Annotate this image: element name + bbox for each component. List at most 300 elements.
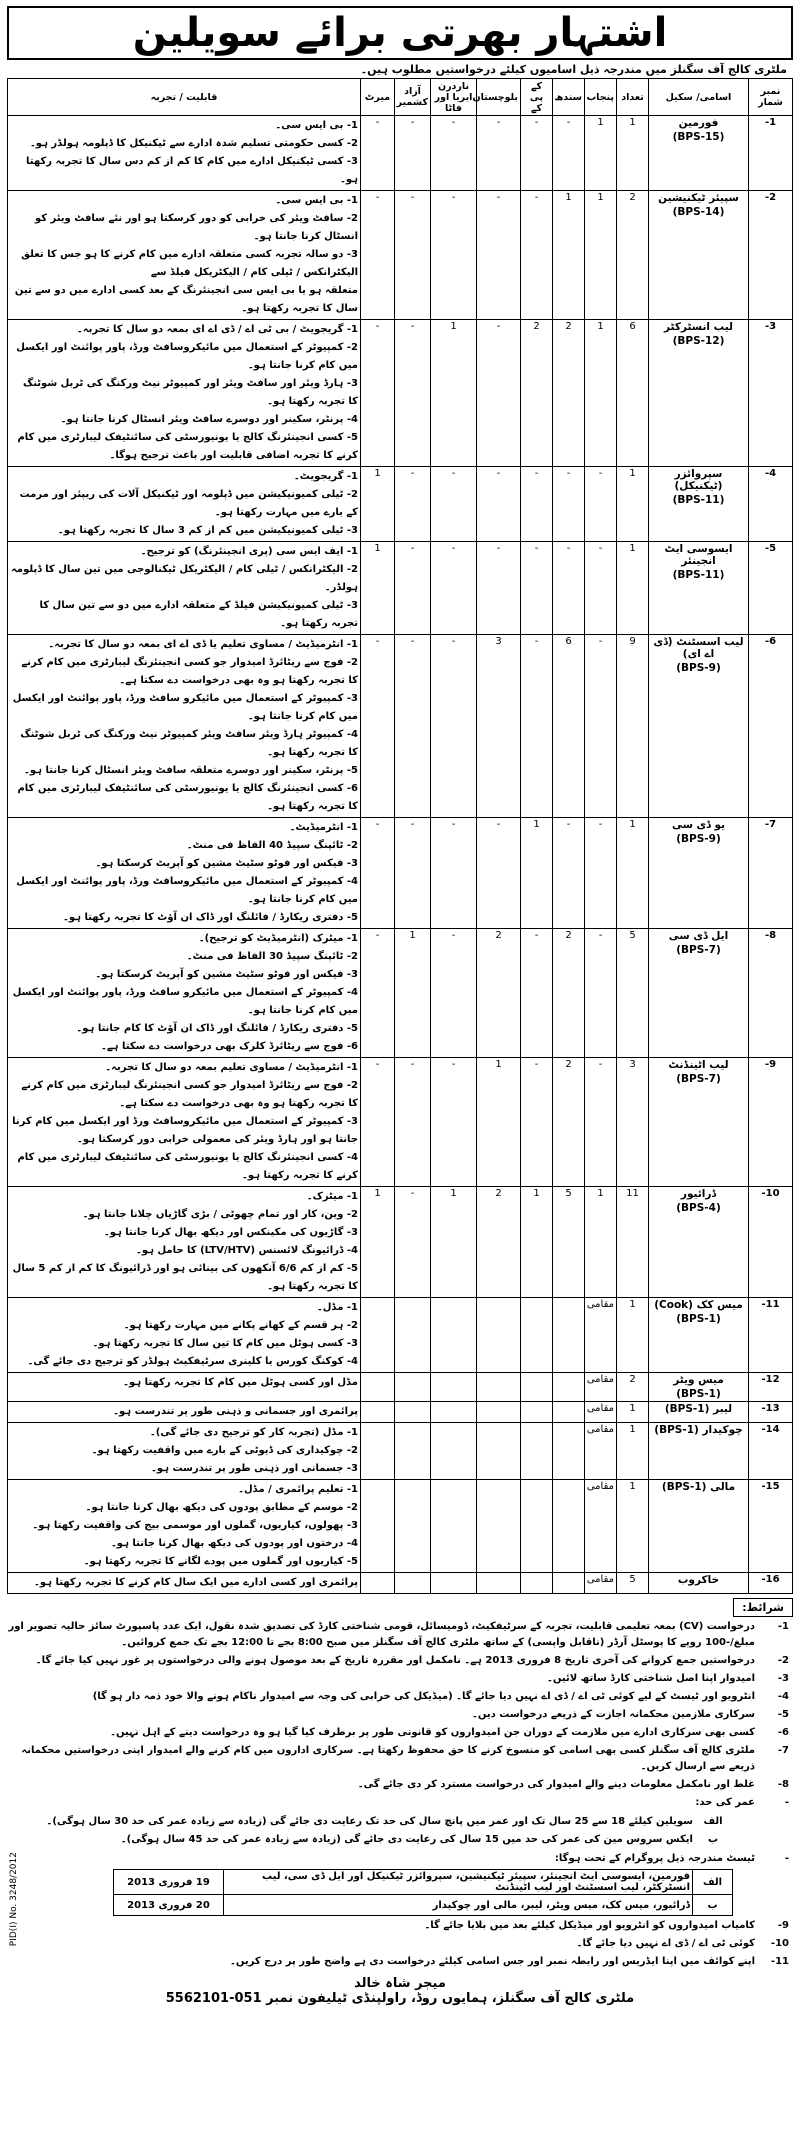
row-total: 1 bbox=[617, 1298, 649, 1373]
qualification-line: 3- کسی ہوٹل میں کام کا تین سال کا تجربہ رکھتا ہو۔ bbox=[92, 1338, 358, 1349]
row-post bbox=[649, 818, 749, 929]
row-fata: - bbox=[431, 1058, 477, 1187]
test-title-row: - ٹیسٹ مندرجہ ذیل پروگرام کے تحت ہوگا: bbox=[7, 1851, 793, 1867]
organization-address: ملٹری کالج آف سگنلز، ہمایوں روڈ، راولپنڈی ٹیلیفون نمبر 051-5562101 bbox=[165, 1991, 635, 2006]
row-fata: - bbox=[431, 542, 477, 635]
row-merit bbox=[361, 1402, 395, 1423]
qualification-line: 4- کسی انجینئرنگ کالج یا یونیورسٹی کی سائنٹیفک لیبارٹری میں کام کرنے کا تجربہ رکھتا ہو۔ bbox=[17, 1152, 358, 1181]
row-sindh bbox=[553, 1573, 585, 1594]
row-serial: 8- bbox=[749, 929, 793, 1058]
age-item bbox=[7, 1831, 733, 1849]
row-post bbox=[649, 1423, 749, 1480]
post-name: لیب اسسٹنٹ (ڈی اے ای) bbox=[653, 636, 744, 660]
row-serial: 1- bbox=[749, 116, 793, 191]
header-qualification: قابلیت / تجربہ bbox=[8, 79, 361, 116]
row-post bbox=[649, 635, 749, 818]
post-scale: (BPS-11) bbox=[672, 494, 725, 506]
post-name: سپیئر ٹیکنیشین bbox=[658, 192, 739, 204]
condition-item bbox=[7, 1619, 793, 1651]
row-sindh bbox=[553, 1373, 585, 1402]
row-balochistan: - bbox=[477, 467, 521, 542]
row-balochistan bbox=[477, 1423, 521, 1480]
row-merit: - bbox=[361, 929, 395, 1058]
row-qualification bbox=[8, 635, 361, 818]
age-list bbox=[7, 1813, 793, 1849]
row-merit: - bbox=[361, 191, 395, 320]
condition-item-number: 8- bbox=[777, 1779, 789, 1790]
post-scale: (BPS-7) bbox=[676, 1073, 721, 1085]
row-merit: 1 bbox=[361, 467, 395, 542]
post-name: لیبر (BPS-1) bbox=[664, 1403, 733, 1415]
qualification-line: 2- چوکیداری کی ڈیوٹی کے بارے میں واقفیت رکھتا ہو۔ bbox=[91, 1445, 358, 1456]
qualification-line: 2- ٹیلی کمیونیکیشن میں ڈپلومہ اور ٹیکنیکل آلات کی ریپئر اور مرمت کے بارے میں مہارت رکھتا ہو۔ bbox=[19, 489, 358, 518]
row-sindh: 2 bbox=[553, 320, 585, 467]
condition-item-number: 1- bbox=[777, 1621, 789, 1632]
condition-item-number: 6- bbox=[777, 1727, 789, 1738]
row-ajk bbox=[395, 1573, 431, 1594]
row-serial: 12- bbox=[749, 1373, 793, 1402]
row-ajk bbox=[395, 1402, 431, 1423]
post-name: مالی (BPS-1) bbox=[661, 1481, 736, 1493]
post-scale: (BPS-9) bbox=[676, 662, 721, 674]
row-kp bbox=[521, 1402, 553, 1423]
row-ajk: - bbox=[395, 635, 431, 818]
post-name: ڈرائیور bbox=[680, 1188, 717, 1200]
qualification-line: مڈل اور کسی ہوٹل میں کام کا تجربہ رکھتا ہو۔ bbox=[123, 1377, 358, 1388]
row-punjab: 1 bbox=[585, 191, 617, 320]
qualification-line: 1- مڈل۔ bbox=[316, 1302, 358, 1313]
row-ajk bbox=[395, 1298, 431, 1373]
row-sindh bbox=[553, 1480, 585, 1573]
footer bbox=[7, 1976, 793, 2006]
qualification-line: 5- کیاریوں اور گملوں میں پودے لگانے کا تجربہ رکھتا ہو۔ bbox=[83, 1556, 358, 1567]
age-text: سویلین کیلئے 18 سے 25 سال تک اور عمر میں پانچ سال کی حد تک رعایت دی جائے گی (زیادہ سے زیادہ عمر کی حد 30 سال ہوگی)۔ bbox=[46, 1816, 693, 1827]
qualification-line: 4- درختوں اور پودوں کی دیکھ بھال کرنا جانتا ہو۔ bbox=[110, 1538, 358, 1549]
row-total: 9 bbox=[617, 635, 649, 818]
qualification-line: 2- موسم کے مطابق پودوں کی دیکھ بھال کرنا جانتا ہو۔ bbox=[85, 1502, 358, 1513]
row-kp bbox=[521, 1423, 553, 1480]
row-fata: - bbox=[431, 818, 477, 929]
row-serial: 4- bbox=[749, 467, 793, 542]
table-row bbox=[8, 191, 793, 320]
conditions-title: شرائط: bbox=[733, 1598, 793, 1617]
page-title: اشتہار بھرتی برائے سویلین bbox=[7, 6, 793, 60]
row-kp: - bbox=[521, 191, 553, 320]
qualification-line: 1- بی ایس سی۔ bbox=[275, 120, 358, 131]
condition-item-text: درخواست (CV) بمعہ تعلیمی قابلیت، تجربہ کے سرٹیفکیٹ، ڈومیسائل، قومی شناختی کارڈ کی تصدیق شدہ نقول، ایک عدد پاسپورٹ سائز حالیہ تصویر اور مبلغ/-100 روپے کا پوسٹل آرڈر (ناقابل واپسی) کے ساتھ ملٹری کالج آف سگنلز میں صبح 8:00 بجے تا 12:00 بجے تک جمع کروائیں۔ bbox=[8, 1621, 755, 1648]
row-post bbox=[649, 1373, 749, 1402]
test-post: فورمین، ایسوسی ایٹ انجینئر، سپیئر ٹیکنیشین، سپروائزر ٹیکنیکل اور ایل ڈی سی، لیب انسٹرکٹر، لیب اسسٹنٹ اور لیب اٹینڈنٹ bbox=[224, 1870, 693, 1895]
qualification-line: 4- کمپیوٹر ہارڈ ویئر سافٹ ویئر کمپیوٹر نیٹ ورکنگ کی ٹربل شوٹنگ کا تجربہ رکھتا ہو۔ bbox=[20, 729, 358, 758]
row-qualification bbox=[8, 542, 361, 635]
row-merit: - bbox=[361, 320, 395, 467]
table-row bbox=[8, 1058, 793, 1187]
header-post: اسامی/ سکیل bbox=[649, 79, 749, 116]
qualification-line: 1- مڈل (تجربہ کار کو ترجیح دی جائے گی)۔ bbox=[149, 1427, 358, 1438]
test-schedule-table bbox=[113, 1869, 733, 1916]
row-serial: 13- bbox=[749, 1402, 793, 1423]
age-title: عمر کی حد: bbox=[695, 1797, 755, 1808]
condition-item bbox=[7, 1689, 793, 1705]
row-fata bbox=[431, 1573, 477, 1594]
condition-item-text: ملٹری کالج آف سگنلز کسی بھی اسامی کو منسوخ کرنے کا حق محفوظ رکھتا ہے۔ سرکاری اداروں میں کام کرنے والے امیدوار اپنی درخواستیں محکمانہ ذریعے سے ارسال کریں۔ bbox=[21, 1745, 755, 1772]
post-scale: (BPS-1) bbox=[676, 1388, 721, 1400]
row-balochistan: 1 bbox=[477, 1058, 521, 1187]
qualification-line: 3- کمپیوٹر کے استعمال میں مائیکرو سافٹ ورڈ، پاور پوائنٹ اور ایکسل میں کام کرنا جانتا ہو۔ bbox=[12, 693, 358, 722]
age-letter: ب bbox=[707, 1834, 719, 1845]
qualification-line: 3- گاڑیوں کی مکینکس اور دیکھ بھال کرنا جانتا ہو۔ bbox=[103, 1227, 358, 1238]
qualification-line: متعلقہ ہو یا بی ایس سی انجینئرنگ کے بعد کسی ادارے میں دو سے تین سال کا تجربہ رکھتا ہو۔ bbox=[14, 285, 358, 314]
row-fata: 1 bbox=[431, 1187, 477, 1298]
row-punjab: 1 bbox=[585, 320, 617, 467]
row-balochistan bbox=[477, 1480, 521, 1573]
row-sindh: 5 bbox=[553, 1187, 585, 1298]
row-merit: - bbox=[361, 1058, 395, 1187]
post-scale: (BPS-9) bbox=[676, 833, 721, 845]
row-post bbox=[649, 467, 749, 542]
qualification-line: 3- فیکس اور فوٹو سٹیٹ مشین کو آپریٹ کرسکتا ہو۔ bbox=[95, 858, 358, 869]
qualification-line: پرائمری اور کسی ادارے میں ایک سال کام کرنے کا تجربہ رکھتا ہو۔ bbox=[33, 1577, 358, 1588]
row-merit: - bbox=[361, 818, 395, 929]
row-kp: - bbox=[521, 929, 553, 1058]
post-name: فورمین bbox=[678, 117, 719, 129]
row-fata: - bbox=[431, 929, 477, 1058]
qualification-line: پرائمری اور جسمانی و ذہنی طور پر تندرست ہو۔ bbox=[113, 1406, 358, 1417]
test-post: ڈرائیور، میس کک، میس ویٹر، لیبر، مالی اور چوکیدار bbox=[224, 1895, 693, 1916]
age-letter: الف bbox=[703, 1816, 723, 1827]
post-name: چوکیدار (BPS-1) bbox=[654, 1424, 743, 1436]
qualification-line: 5- کسی انجینئرنگ کالج یا یونیورسٹی کی سائنٹیفک لیبارٹری میں کام کرنے کا تجربہ اضافی قابلیت اور باعث ترجیح ہوگا۔ bbox=[17, 432, 358, 461]
condition-item bbox=[7, 1671, 793, 1687]
posts-table bbox=[7, 78, 793, 1594]
row-total: 5 bbox=[617, 929, 649, 1058]
header-sindh: سندھ bbox=[553, 79, 585, 116]
qualification-line: 6- فوج سے ریٹائرڈ کلرک بھی درخواست دے سکتا ہے۔ bbox=[100, 1041, 358, 1052]
row-ajk: - bbox=[395, 116, 431, 191]
row-merit bbox=[361, 1573, 395, 1594]
header-punjab: پنجاب bbox=[585, 79, 617, 116]
row-post bbox=[649, 1298, 749, 1373]
qualification-line: 5- کم از کم 6/6 آنکھوں کی بینائی ہو اور ڈرائیونگ کا کم از کم 5 سال کا تجربہ رکھتا ہو۔ bbox=[12, 1263, 358, 1292]
condition-item-text: سرکاری ملازمین محکمانہ اجازت کے ذریعے درخواست دیں۔ bbox=[472, 1709, 755, 1720]
condition-item-text: کسی بھی سرکاری ادارے میں ملازمت کے دوران جن امیدواروں کو قانونی طور پر برطرف کیا گیا ہو وہ درخواست دینے کے اہل نہیں۔ bbox=[110, 1727, 755, 1738]
header-kp: کے پی کے bbox=[521, 79, 553, 116]
row-post bbox=[649, 1402, 749, 1423]
row-ajk bbox=[395, 1373, 431, 1402]
row-fata bbox=[431, 1402, 477, 1423]
row-qualification bbox=[8, 1402, 361, 1423]
row-balochistan: - bbox=[477, 818, 521, 929]
post-scale: (BPS-14) bbox=[672, 206, 725, 218]
age-text: ایکس سروس مین کی عمر کی حد میں 15 سال کی رعایت دی جائے گی (زیادہ سے زیادہ عمر کی حد 45 سال ہوگی)۔ bbox=[120, 1834, 693, 1845]
row-kp: - bbox=[521, 116, 553, 191]
row-sindh: 2 bbox=[553, 1058, 585, 1187]
qualification-line: 2- فوج سے ریٹائرڈ امیدوار جو کسی انجینئرنگ لیبارٹری میں کام کرنے کا تجربہ رکھتا ہو وہ بھی درخواست دے سکتا ہے۔ bbox=[21, 657, 358, 686]
table-row bbox=[8, 1423, 793, 1480]
qualification-line: 1- بی ایس سی۔ bbox=[275, 195, 358, 206]
row-balochistan: - bbox=[477, 542, 521, 635]
row-punjab: - bbox=[585, 467, 617, 542]
row-punjab: - bbox=[585, 818, 617, 929]
row-total: 1 bbox=[617, 116, 649, 191]
header-balochistan: بلوچستان bbox=[477, 79, 521, 116]
qualification-line: 2- سافٹ ویئر کی خرابی کو دور کرسکتا ہو اور نئے سافٹ ویئر کو انسٹال کرنا جانتا ہو۔ bbox=[34, 213, 358, 242]
header-sn: نمبر شمار bbox=[749, 79, 793, 116]
condition-item-text: درخواستیں جمع کروانے کی آخری تاریخ 8 فروری 2013 ہے۔ نامکمل اور مقررہ تاریخ کے بعد موصول ہونے والی درخواستوں پر غور نہیں کیا جائے گا۔ bbox=[35, 1655, 755, 1666]
conditions-list bbox=[7, 1619, 793, 1793]
row-ajk: 1 bbox=[395, 929, 431, 1058]
row-qualification bbox=[8, 1298, 361, 1373]
row-post bbox=[649, 929, 749, 1058]
row-serial: 3- bbox=[749, 320, 793, 467]
table-row bbox=[8, 818, 793, 929]
header-ajk: آزاد کشمیر bbox=[395, 79, 431, 116]
post-name: یو ڈی سی bbox=[671, 819, 726, 831]
condition-item bbox=[7, 1653, 793, 1669]
row-sindh: - bbox=[553, 467, 585, 542]
row-merit: 1 bbox=[361, 542, 395, 635]
row-ajk: - bbox=[395, 191, 431, 320]
row-qualification bbox=[8, 1573, 361, 1594]
row-total: 5 bbox=[617, 1573, 649, 1594]
row-post bbox=[649, 191, 749, 320]
qualification-line: 4- کمپیوٹر کے استعمال میں مائیکرو سافٹ ورڈ، پاور پوائنٹ اور ایکسل میں کام کرنا جانتا ہو۔ bbox=[12, 987, 358, 1016]
table-row bbox=[8, 542, 793, 635]
post-name: لیب انسٹرکٹر bbox=[664, 321, 733, 333]
qualification-line: 1- میٹرک (انٹرمیڈیٹ کو ترجیح)۔ bbox=[198, 933, 358, 944]
condition-item-number: 2- bbox=[777, 1655, 789, 1666]
row-total: 11 bbox=[617, 1187, 649, 1298]
row-ajk: - bbox=[395, 818, 431, 929]
row-post bbox=[649, 1058, 749, 1187]
qualification-line: 2- وین، کار اور تمام چھوٹی / بڑی گاڑیاں چلانا جانتا ہو۔ bbox=[82, 1209, 358, 1220]
row-punjab: مقامی bbox=[585, 1373, 617, 1402]
qualification-line: 5- دفتری ریکارڈ / فائلنگ اور ڈاک ان آؤٹ کا کام جانتا ہو۔ bbox=[76, 1023, 358, 1034]
qualification-line: 2- کسی حکومتی تسلیم شدہ ادارے سے ٹیکنیکل کا ڈپلومہ ہولڈر ہو۔ bbox=[29, 138, 358, 149]
qualification-line: 1- انٹرمیڈیٹ۔ bbox=[289, 822, 358, 833]
row-qualification bbox=[8, 116, 361, 191]
condition-item-number: 7- bbox=[777, 1745, 789, 1756]
row-kp bbox=[521, 1573, 553, 1594]
row-post bbox=[649, 116, 749, 191]
row-balochistan: 2 bbox=[477, 1187, 521, 1298]
note-item-number: 10- bbox=[770, 1938, 789, 1949]
test-date: 20 فروری 2013 bbox=[114, 1895, 224, 1916]
row-total: 1 bbox=[617, 818, 649, 929]
qualification-line: 4- کمپیوٹر کے استعمال میں مائیکروسافٹ ورڈ، پاور پوائنٹ اور ایکسل میں کام کرنا جانتا ہو۔ bbox=[16, 876, 358, 905]
row-total: 2 bbox=[617, 1373, 649, 1402]
note-item bbox=[7, 1918, 793, 1934]
condition-item bbox=[7, 1707, 793, 1723]
condition-item bbox=[7, 1777, 793, 1793]
qualification-line: 3- فیکس اور فوٹو سٹیٹ مشین کو آپریٹ کرسکتا ہو۔ bbox=[95, 969, 358, 980]
note-item-number: 9- bbox=[777, 1920, 789, 1931]
table-row bbox=[8, 467, 793, 542]
row-kp: 1 bbox=[521, 818, 553, 929]
row-kp bbox=[521, 1480, 553, 1573]
row-fata: 1 bbox=[431, 320, 477, 467]
row-punjab: - bbox=[585, 1058, 617, 1187]
qualification-line: 2- ہر قسم کے کھانے پکانے میں مہارت رکھتا ہو۔ bbox=[123, 1320, 358, 1331]
condition-item bbox=[7, 1725, 793, 1741]
table-row bbox=[8, 1573, 793, 1594]
row-ajk: - bbox=[395, 1058, 431, 1187]
notes-list bbox=[7, 1918, 793, 1970]
row-total: 1 bbox=[617, 1402, 649, 1423]
row-kp: - bbox=[521, 1058, 553, 1187]
condition-item-number: 5- bbox=[777, 1709, 789, 1720]
row-fata bbox=[431, 1298, 477, 1373]
qualification-line: 1- ایف ایس سی (پری انجینئرنگ) کو ترجیح۔ bbox=[140, 546, 358, 557]
row-punjab: 1 bbox=[585, 116, 617, 191]
row-kp: - bbox=[521, 635, 553, 818]
row-post bbox=[649, 1187, 749, 1298]
row-punjab: - bbox=[585, 929, 617, 1058]
table-header-row bbox=[8, 79, 793, 116]
row-qualification bbox=[8, 1423, 361, 1480]
advertisement-page bbox=[7, 6, 793, 2006]
row-punjab: مقامی bbox=[585, 1402, 617, 1423]
row-qualification bbox=[8, 467, 361, 542]
row-punjab: مقامی bbox=[585, 1298, 617, 1373]
row-qualification bbox=[8, 191, 361, 320]
row-kp: 2 bbox=[521, 320, 553, 467]
qualification-line: 1- تعلیم پرائمری / مڈل۔ bbox=[238, 1484, 358, 1495]
qualification-line: 1- انٹرمیڈیٹ / مساوی تعلیم بمعہ دو سال کا تجربہ۔ bbox=[105, 1062, 358, 1073]
intro-text: ملٹری کالج آف سگنلز میں مندرجہ ذیل اسامیوں کیلئے درخواستیں مطلوب ہیں۔ bbox=[360, 63, 787, 76]
condition-item-text: غلط اور نامکمل معلومات دینے والے امیدوار کی درخواست مسترد کر دی جائے گی۔ bbox=[357, 1779, 755, 1790]
condition-item-number: 4- bbox=[777, 1691, 789, 1702]
row-kp bbox=[521, 1373, 553, 1402]
post-name: ایل ڈی سی bbox=[668, 930, 729, 942]
qualification-line: 1- میٹرک۔ bbox=[306, 1191, 358, 1202]
row-sindh: 2 bbox=[553, 929, 585, 1058]
post-scale: (BPS-7) bbox=[676, 944, 721, 956]
row-merit bbox=[361, 1480, 395, 1573]
row-balochistan: 3 bbox=[477, 635, 521, 818]
qualification-line: 2- الیکٹرانکس / ٹیلی کام / الیکٹریکل ٹیکنالوجی میں تین سال کا ڈپلومہ ہولڈر۔ bbox=[11, 564, 358, 593]
qualification-line: 3- دو سالہ تجربہ کسی متعلقہ ادارے میں کام کرنے کا ہو جس کا تعلق الیکٹرانکس / ٹیلی کام / الیکٹریکل فیلڈ سے bbox=[21, 249, 358, 278]
qualification-line: 3- کسی ٹیکنیکل ادارے میں کام کا کم از کم دس سال کا تجربہ رکھتا ہو۔ bbox=[26, 156, 358, 185]
row-total: 1 bbox=[617, 1480, 649, 1573]
post-scale: (BPS-4) bbox=[676, 1202, 721, 1214]
qualification-line: 2- کمپیوٹر کے استعمال میں مائیکروسافٹ ورڈ، پاور پوائنٹ اور ایکسل میں کام کرنا جانتا ہو۔ bbox=[16, 342, 358, 371]
note-item-text: اپنے کوائف میں اپنا ایڈریس اور رابطہ نمبر اور جس اسامی کیلئے درخواست دی ہے واضح طور پر درج کریں۔ bbox=[230, 1956, 755, 1967]
table-row bbox=[8, 1187, 793, 1298]
row-fata bbox=[431, 1480, 477, 1573]
row-balochistan bbox=[477, 1402, 521, 1423]
post-scale: (BPS-12) bbox=[672, 335, 725, 347]
row-balochistan bbox=[477, 1298, 521, 1373]
row-ajk: - bbox=[395, 542, 431, 635]
row-total: 1 bbox=[617, 1423, 649, 1480]
note-item bbox=[7, 1954, 793, 1970]
row-kp: - bbox=[521, 542, 553, 635]
post-name: ایسوسی ایٹ انجینئر bbox=[664, 543, 733, 567]
row-punjab: مقامی bbox=[585, 1423, 617, 1480]
row-ajk bbox=[395, 1423, 431, 1480]
row-serial: 10- bbox=[749, 1187, 793, 1298]
header-merit: میرٹ bbox=[361, 79, 395, 116]
test-row bbox=[114, 1870, 733, 1895]
test-l: الف bbox=[693, 1870, 733, 1895]
row-serial: 16- bbox=[749, 1573, 793, 1594]
post-name: خاکروب bbox=[677, 1574, 720, 1586]
row-serial: 14- bbox=[749, 1423, 793, 1480]
row-merit: - bbox=[361, 116, 395, 191]
table-row bbox=[8, 116, 793, 191]
row-balochistan: 2 bbox=[477, 929, 521, 1058]
header-fata: ناردرن ایریا اور فاٹا bbox=[431, 79, 477, 116]
qualification-line: 5- دفتری ریکارڈ / فائلنگ اور ڈاک ان آؤٹ کا تجربہ رکھتا ہو۔ bbox=[63, 912, 358, 923]
row-qualification bbox=[8, 1058, 361, 1187]
row-merit bbox=[361, 1298, 395, 1373]
note-item bbox=[7, 1936, 793, 1952]
row-ajk: - bbox=[395, 320, 431, 467]
row-balochistan: - bbox=[477, 116, 521, 191]
row-kp: 1 bbox=[521, 1187, 553, 1298]
row-kp bbox=[521, 1298, 553, 1373]
condition-item bbox=[7, 1743, 793, 1775]
row-serial: 9- bbox=[749, 1058, 793, 1187]
post-scale: (BPS-11) bbox=[672, 569, 725, 581]
test-l: ب bbox=[693, 1895, 733, 1916]
qualification-line: 2- ٹائپنگ سپیڈ 40 الفاظ فی منٹ۔ bbox=[186, 840, 358, 851]
qualification-line: 3- ٹیلی کمیونیکیشن فیلڈ کے متعلقہ ادارے میں دو سے تین سال کا تجربہ رکھتا ہو۔ bbox=[39, 600, 358, 629]
row-sindh: - bbox=[553, 542, 585, 635]
qualification-line: 3- جسمانی اور ذہنی طور پر تندرست ہو۔ bbox=[151, 1463, 358, 1474]
post-name: میس ویٹر bbox=[673, 1374, 724, 1386]
post-scale: (BPS-1) bbox=[676, 1313, 721, 1325]
row-post bbox=[649, 320, 749, 467]
row-fata bbox=[431, 1423, 477, 1480]
row-merit: - bbox=[361, 635, 395, 818]
qualification-line: 3- ٹیلی کمیونیکیشن میں کم از کم 3 سال کا تجربہ رکھتا ہو۔ bbox=[57, 525, 358, 536]
test-row bbox=[114, 1895, 733, 1916]
qualification-line: 2- فوج سے ریٹائرڈ امیدوار جو کسی انجینئرنگ لیبارٹری میں کام کرنے کا تجربہ رکھتا ہو وہ بھی درخواست دے سکتا ہے۔ bbox=[21, 1080, 358, 1109]
row-fata: - bbox=[431, 116, 477, 191]
qualification-line: 4- کوکنگ کورس یا کلینری سرٹیفکیٹ ہولڈر کو ترجیح دی جائے گی۔ bbox=[27, 1356, 358, 1367]
row-total: 3 bbox=[617, 1058, 649, 1187]
row-punjab: - bbox=[585, 542, 617, 635]
row-qualification bbox=[8, 320, 361, 467]
row-balochistan bbox=[477, 1573, 521, 1594]
row-qualification bbox=[8, 1480, 361, 1573]
row-sindh: - bbox=[553, 116, 585, 191]
test-title: ٹیسٹ مندرجہ ذیل پروگرام کے تحت ہوگا: bbox=[554, 1853, 755, 1864]
header-total: تعداد bbox=[617, 79, 649, 116]
row-merit bbox=[361, 1373, 395, 1402]
row-total: 6 bbox=[617, 320, 649, 467]
row-punjab: - bbox=[585, 635, 617, 818]
row-post bbox=[649, 1480, 749, 1573]
table-row bbox=[8, 1298, 793, 1373]
row-balochistan: - bbox=[477, 320, 521, 467]
row-total: 1 bbox=[617, 542, 649, 635]
row-serial: 15- bbox=[749, 1480, 793, 1573]
post-name: میس کک (Cook) bbox=[654, 1299, 743, 1311]
qualification-line: 2- ٹائپنگ سپیڈ 30 الفاظ فی منٹ۔ bbox=[186, 951, 358, 962]
row-post bbox=[649, 542, 749, 635]
condition-item-number: 3- bbox=[777, 1673, 789, 1684]
row-merit bbox=[361, 1423, 395, 1480]
table-row bbox=[8, 929, 793, 1058]
row-post bbox=[649, 1573, 749, 1594]
post-name: لیب اٹینڈنٹ bbox=[668, 1059, 729, 1071]
row-fata: - bbox=[431, 467, 477, 542]
row-qualification bbox=[8, 1187, 361, 1298]
table-body bbox=[8, 116, 793, 1594]
